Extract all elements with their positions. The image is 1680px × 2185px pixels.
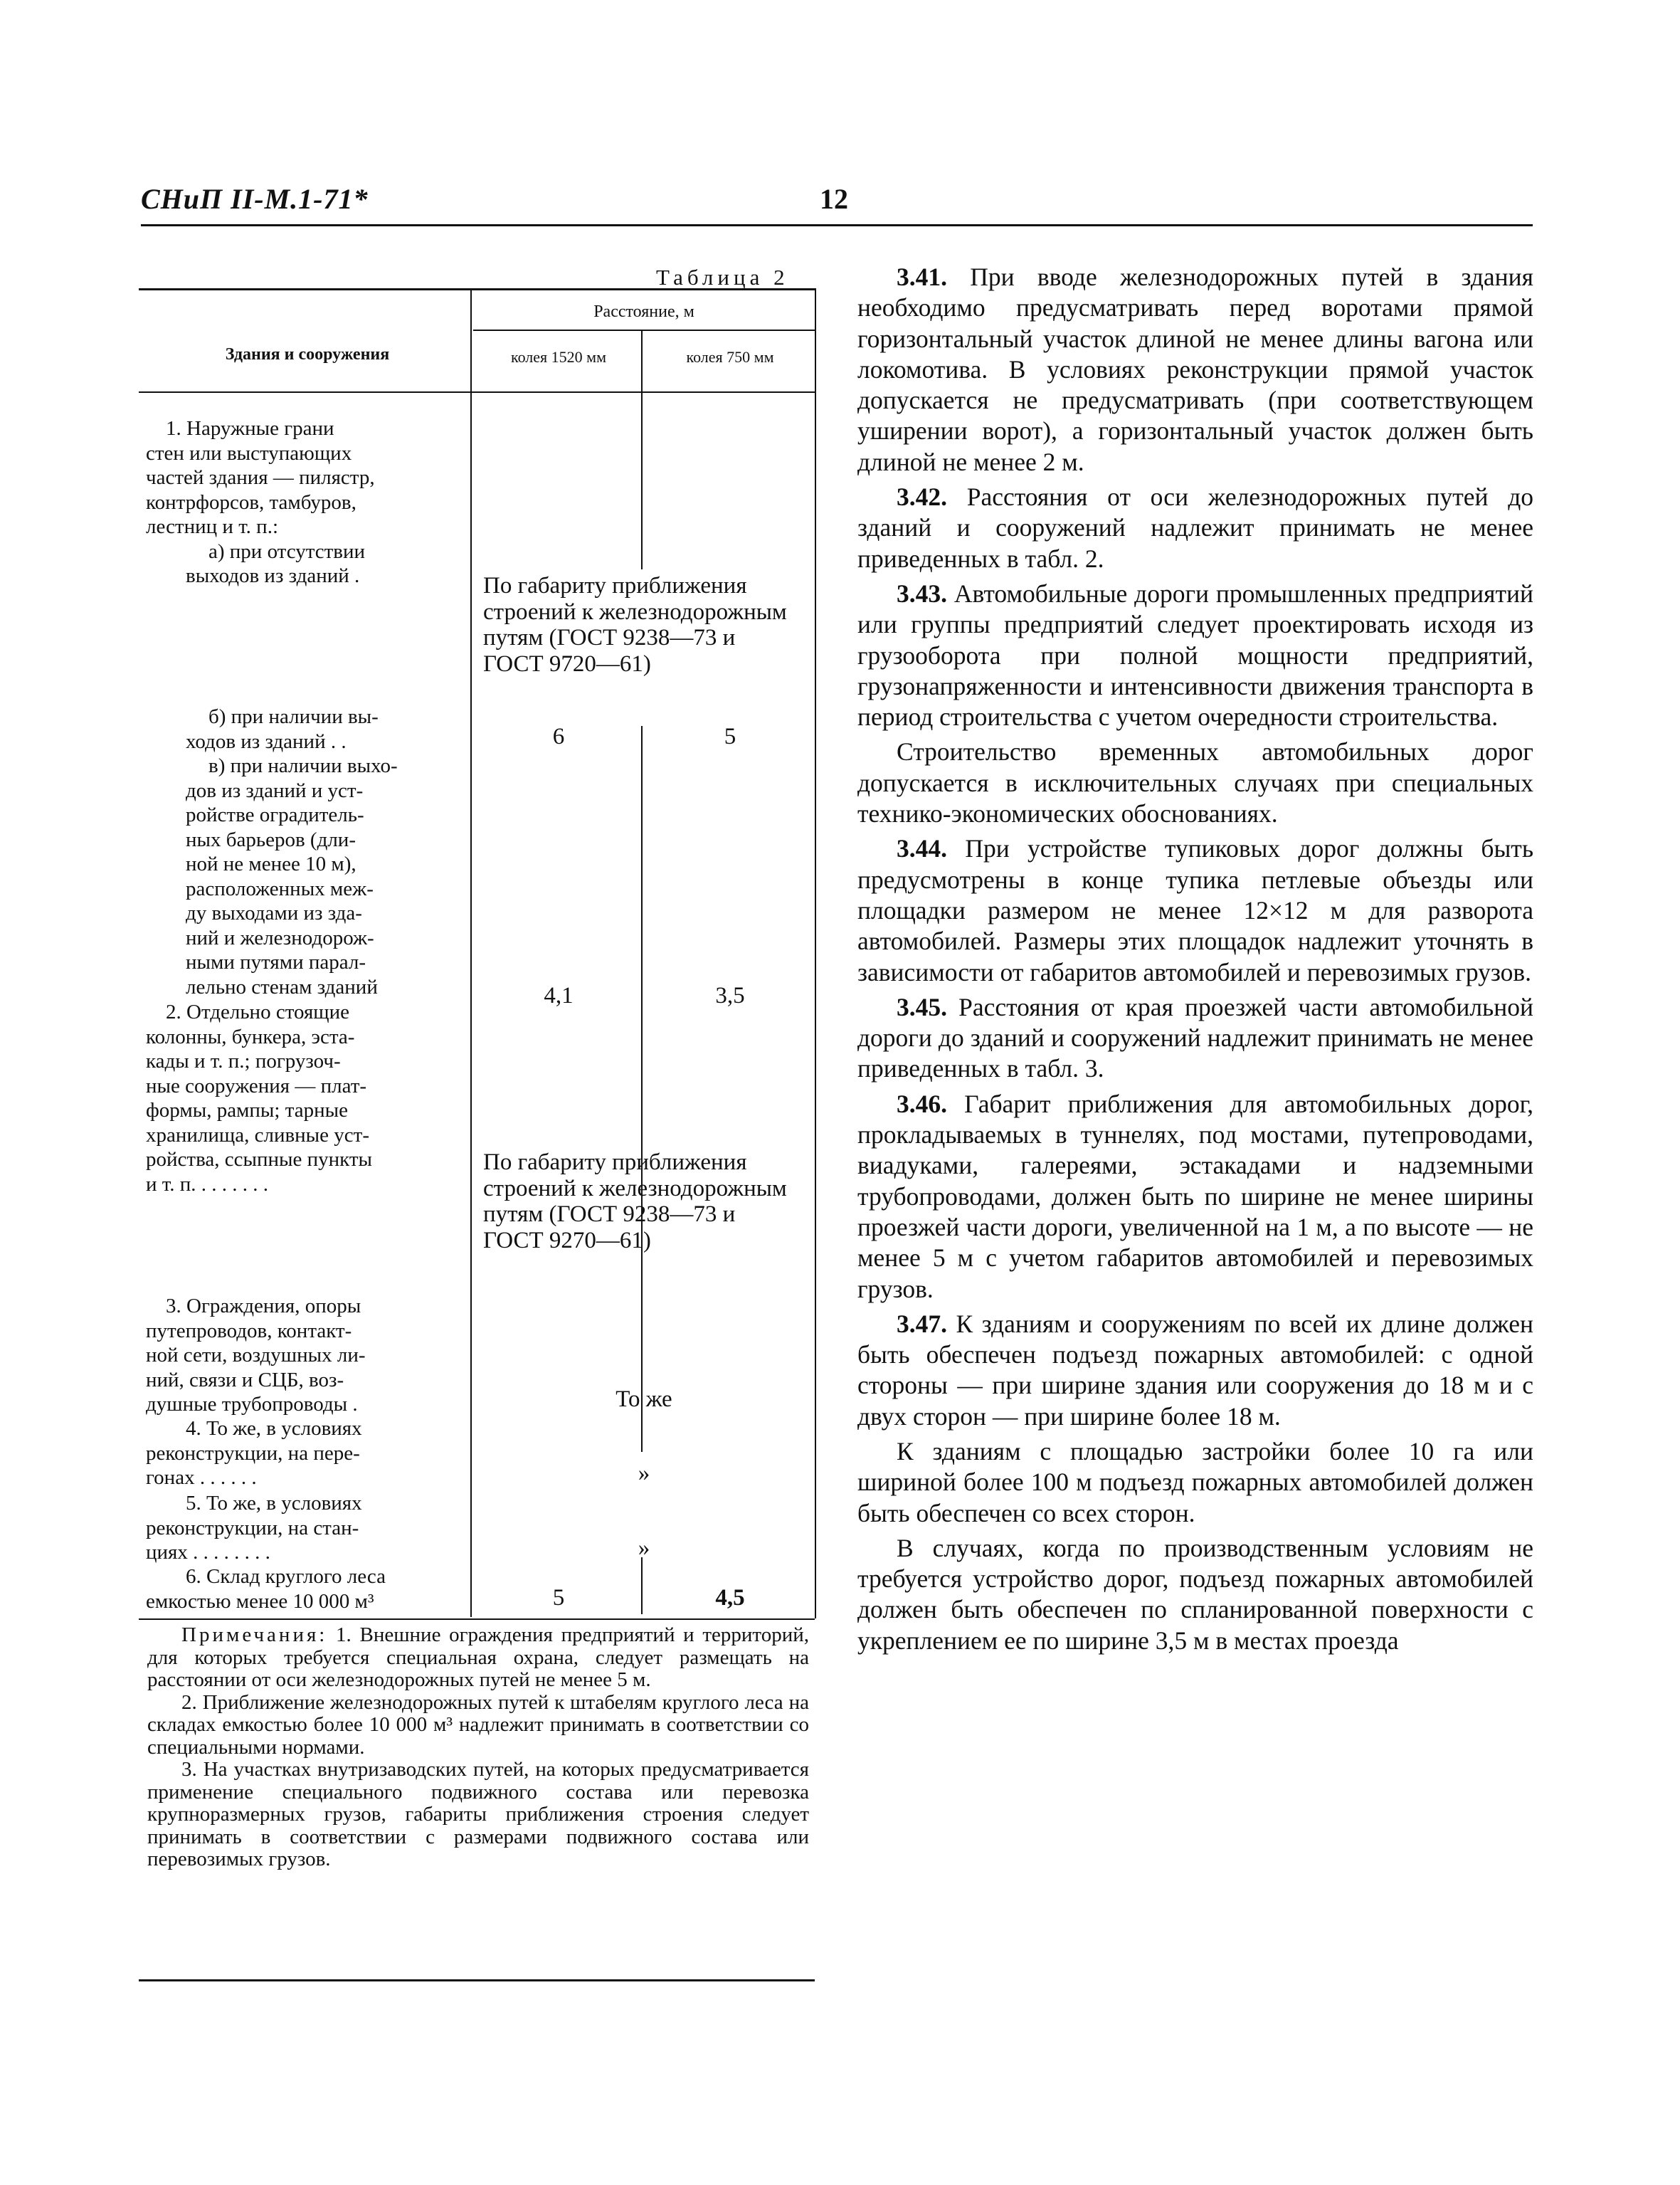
row-text-line: и т. п. . . . . . . . [146, 1172, 269, 1196]
paragraph-text: Расстояния от края проезжей части автомобильной дороги до зданий и сооружений надлежит принимать не менее приведенных в табл. 3. [857, 992, 1533, 1083]
row-text-line: 6. Склад круглого леса [186, 1565, 386, 1588]
row-text-line: ных барьеров (дли- [186, 828, 356, 851]
row-text-line: ний и железнодорож- [186, 926, 374, 949]
table-bottom-rule [139, 1979, 815, 1981]
paragraph-3-42 [857, 482, 1533, 574]
paragraph-text: Габарит приближения для автомобильных дорог, прокладываемых в туннелях, под мостами, путепроводами, виадуками, галереями, эстакадами и надземными трубопроводами, должен быть по ширине не менее ширины проезжей части дороги, увеличенной на 1 м, а по высоте — не менее 5 м с учетом габаритов автомобилей и перевозимых грузов. [857, 1089, 1534, 1303]
row-text-line: хранилища, сливные уст- [146, 1123, 369, 1147]
row-text-line: ной не менее 10 м), [186, 853, 356, 875]
clause-number: 3.42. [897, 483, 947, 512]
document-code: СНиП II-М.1-71* [141, 183, 369, 215]
row-text-line: контрфорсов, тамбуров, [146, 490, 356, 514]
row-text-line: ные сооружения — плат- [146, 1074, 367, 1097]
clause-number: 3.46. [897, 1089, 947, 1118]
row-text-line: стен или выступающих [146, 441, 352, 465]
row-2-value: По габариту приближения строений к железнодорожным путям (ГОСТ 9238—73 и ГОСТ 9270—61) [483, 1149, 787, 1253]
header-distance: Расстояние, м [593, 302, 694, 321]
row-text-line: реконструкции, на стан- [146, 1516, 359, 1539]
row-text-line: 4. То же, в условиях [186, 1417, 362, 1440]
row-1-value: По габариту приближения строений к железнодорожным путям (ГОСТ 9238—73 и ГОСТ 9720—61) [483, 573, 787, 677]
row-text-line: ний, связи и СЦБ, воз- [146, 1368, 344, 1391]
header-rule [141, 224, 1533, 226]
clause-number: 3.43. [897, 579, 947, 608]
row-text-line: 1. Наружные грани [166, 417, 334, 440]
row-text-line: в) при наличии выхо- [208, 754, 398, 777]
row-text-line: б) при наличии вы- [208, 705, 379, 728]
row-text-line: выходов из зданий . [186, 564, 360, 587]
row-text-line: расположенных меж- [186, 877, 374, 900]
row-4-value: » [638, 1460, 650, 1486]
right-column-text [857, 262, 1533, 1656]
row-text-line: ной сети, воздушных ли- [146, 1344, 366, 1367]
row-text-line: ходов из зданий . . [186, 730, 347, 753]
clause-number: 3.45. [897, 992, 947, 1021]
row-1c-value-1520: 4,1 [544, 983, 574, 1009]
row-text-line: 5. То же, в условиях [186, 1492, 362, 1515]
row-1b-value-1520: 6 [552, 724, 565, 749]
table-right-border [815, 288, 816, 1618]
table-top-rule [139, 288, 815, 290]
paragraph-3-43 [857, 579, 1533, 732]
row-1b-value-750: 5 [724, 724, 736, 749]
table-notes [147, 1624, 809, 1871]
row-text-line: гонах . . . . . . [146, 1466, 257, 1489]
row-1c-value-750: 3,5 [715, 983, 745, 1009]
paragraph-3-45 [857, 992, 1533, 1085]
paragraph-text: При вводе железнодорожных путей в здания необходимо предусматривать перед воротами прямой горизонтальный участок длиной не менее длины вагона или локомотива. В условиях реконструкции прямой участок допускается не предусматривать (при соответствующем уширении ворот), а горизонтальный участок должен быть длиной не менее 2 м. [857, 263, 1534, 476]
row-text-line: ройстве оградитель- [186, 804, 364, 826]
paragraph-3-43-continued: Строительство временных автомобильных дорог допускается в исключительных случаях при специальных технико-экономических обоснованиях. [857, 737, 1533, 828]
row-text-line: лельно стенам зданий [186, 975, 378, 999]
row-text-line: колонны, бункера, эста- [146, 1025, 355, 1048]
row-6-label [146, 1564, 465, 1613]
row-1-label [146, 416, 465, 589]
page-number: 12 [820, 183, 848, 215]
row-5-label [146, 1491, 465, 1565]
row-text-line: ройства, ссыпные пункты [146, 1148, 373, 1171]
row-4-label [146, 1416, 465, 1490]
paragraph-3-46 [857, 1089, 1533, 1305]
paragraph-text: Расстояния от оси железнодорожных путей до зданий и сооружений надлежит принимать не менее приведенных в табл. 2. [857, 483, 1534, 573]
row-text-line: реконструкции, на пере- [146, 1441, 360, 1465]
row-6-value-1520: 5 [552, 1585, 565, 1611]
row-text-line: лестниц и т. п.: [146, 515, 279, 538]
paragraph-text: При устройстве тупиковых дорог должны быть предусмотрены в конце тупика петлевые объезды или площадки размером не менее 12×12 м для разворота автомобилей. Размеры этих площадок надлежит уточнять в зависимости от габаритов автомобилей и перевозимых грузов. [857, 834, 1534, 986]
gauge-divider-middle [641, 726, 643, 1452]
gauge-divider-row1 [641, 391, 643, 569]
note-3: 3. На участках внутризаводских путей, на которых предусматривается применение специального подвижного состава или перевозка крупноразмерных грузов, габариты приближения строения следует принимать в соответствии с размерами подвижного состава или перевозимых грузов. [147, 1758, 809, 1870]
row-text-line: 3. Ограждения, опоры [166, 1295, 361, 1317]
row-3-value: То же [616, 1386, 672, 1412]
paragraph-3-47 [857, 1309, 1533, 1432]
table-column-divider [470, 288, 472, 1617]
table-notes-rule [139, 1618, 815, 1620]
clause-number: 3.47. [897, 1309, 947, 1338]
row-text-line: ду выходами из зда- [186, 902, 362, 925]
row-3-label [146, 1294, 465, 1417]
distance-table [139, 288, 819, 1989]
clause-number: 3.44. [897, 834, 947, 863]
row-text-line: 2. Отдельно стоящие [166, 1001, 349, 1023]
table-caption: Таблица 2 [656, 265, 789, 290]
row-text-line: дов из зданий и уст- [186, 779, 364, 802]
note-1-text: 1. Внешние ограждения предприятий и территорий, для которых требуется специальная охрана, следует размещать на расстоянии от оси железнодорожных путей не менее 5 м. [147, 1623, 809, 1691]
row-text-line: ными путями парал- [186, 951, 366, 974]
note-2: 2. Приближение железнодорожных путей к штабелям круглого леса на складах емкостью более 10 000 м³ надлежит принимать в соответствии со специальными нормами. [147, 1690, 809, 1759]
paragraph-text: Автомобильные дороги промышленных предприятий или группы предприятий следует проектировать исходя из грузооборота при полной мощности предприятий, грузонапряженности и интенсивности движения транспорта в период строительства с учетом очередности строительства. [857, 579, 1533, 732]
paragraph-3-47-continued: К зданиям с площадью застройки более 10 га или шириной более 100 м подъезд пожарных автомобилей должен быть обеспечен со всех сторон. [857, 1436, 1533, 1527]
paragraph-text: К зданиям и сооружениям по всей их длине должен быть обеспечен подъезд пожарных автомобилей: с одной стороны — при ширине здания или сооружения до 18 м и с двух сторон — при ширине более 18 м. [857, 1309, 1533, 1431]
row-text-line: частей здания — пилястр, [146, 466, 375, 489]
header-buildings: Здания и сооружения [225, 345, 390, 364]
row-1c-label [146, 754, 465, 999]
paragraph-3-47-final: В случаях, когда по производственным условиям не требуется устройство дорог, подъезд пожарных автомобилей должен быть обеспечен по спланированной поверхности с укреплением ее по ширине 3,5 м в местах проезда [857, 1533, 1533, 1655]
table-distance-rule [473, 330, 815, 331]
row-text-line: циях . . . . . . . . [146, 1541, 270, 1564]
row-5-value: » [638, 1535, 650, 1561]
header-gauge-750: колея 750 мм [686, 348, 774, 366]
row-text-line: емкостью менее 10 000 м³ [146, 1589, 374, 1613]
clause-number: 3.41. [897, 263, 947, 291]
gauge-divider-row6 [641, 1557, 643, 1614]
row-text-line: душные трубопроводы . [146, 1393, 358, 1416]
paragraph-3-44 [857, 833, 1533, 987]
header-gauge-1520: колея 1520 мм [511, 348, 606, 366]
notes-label: Примечания: [181, 1623, 328, 1646]
table-header-rule [139, 391, 815, 393]
row-text-line: кады и т. п.; погрузоч- [146, 1050, 341, 1073]
row-text-line: формы, рампы; тарные [146, 1099, 348, 1122]
row-1b-label [146, 705, 465, 754]
row-text-line: а) при отсутствии [208, 539, 366, 563]
note-1 [147, 1624, 809, 1692]
row-text-line: путепроводов, контакт- [146, 1319, 352, 1342]
paragraph-3-41 [857, 262, 1533, 478]
row-6-value-750: 4,5 [715, 1585, 745, 1611]
header-gauge-divider [641, 330, 643, 391]
row-2-label [146, 1000, 465, 1196]
